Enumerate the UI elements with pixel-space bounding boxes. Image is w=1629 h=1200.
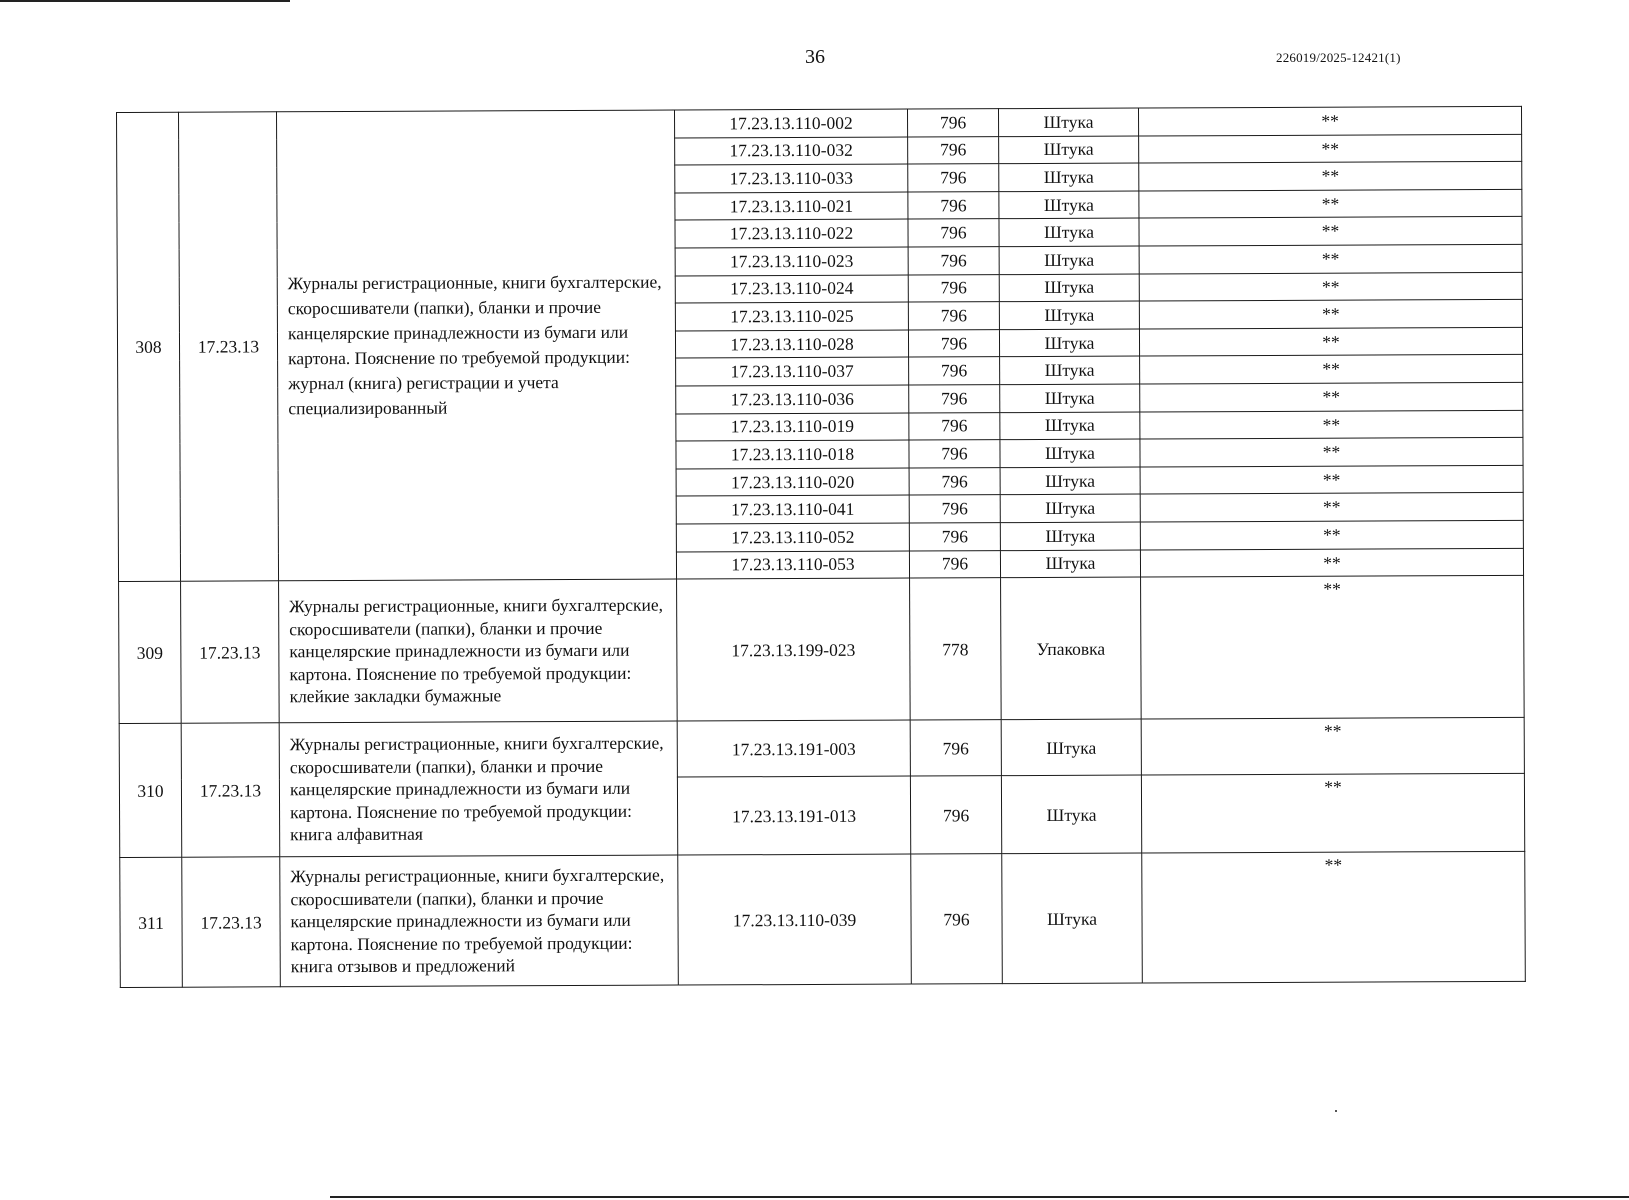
row-number: 309: [119, 581, 182, 723]
unit-name: Штука: [1000, 550, 1140, 578]
table-row: [120, 851, 1526, 987]
unit-name: Штука: [999, 191, 1139, 219]
ktru-code: 17.23.13.110-024: [675, 275, 908, 304]
ktru-code: 17.23.13.110-032: [675, 137, 908, 166]
price-cell: **: [1140, 520, 1523, 549]
okei-code: 796: [908, 164, 999, 192]
unit-name: Штука: [999, 246, 1139, 274]
price-cell: **: [1142, 851, 1526, 983]
okei-code: 796: [908, 219, 999, 247]
okei-code: 796: [908, 136, 999, 164]
unit-name: Штука: [1000, 412, 1140, 440]
price-cell: **: [1139, 300, 1522, 329]
document-id: 226019/2025-12421(1): [1276, 50, 1401, 65]
ktru-code: 17.23.13.110-022: [675, 219, 908, 248]
price-cell: **: [1139, 244, 1522, 273]
price-cell: **: [1140, 465, 1523, 494]
ktru-code: 17.23.13.110-025: [675, 302, 908, 331]
ktru-code: 17.23.13.110-039: [678, 854, 912, 985]
okei-code: 796: [909, 440, 1000, 468]
scan-speck: [1335, 1110, 1337, 1112]
ktru-code: 17.23.13.110-020: [676, 468, 909, 497]
okei-code: 796: [909, 467, 1000, 495]
price-cell: **: [1139, 327, 1522, 356]
price-cell: **: [1140, 548, 1523, 577]
unit-name: Штука: [999, 136, 1139, 164]
ktru-code: 17.23.13.110-053: [676, 551, 909, 580]
ktru-code: 17.23.13.191-013: [677, 776, 910, 855]
unit-name: Штука: [1000, 494, 1140, 522]
okei-code: 796: [909, 523, 1000, 551]
unit-name: Штука: [1000, 522, 1140, 550]
ktru-code: 17.23.13.110-021: [675, 192, 908, 221]
unit-name: Штука: [1000, 384, 1140, 412]
page-number: 36: [805, 46, 825, 68]
ktru-code: 17.23.13.110-023: [675, 247, 908, 276]
okei-code: 796: [909, 550, 1000, 578]
okpd-code: 17.23.13: [181, 723, 280, 857]
okei-code: 796: [908, 274, 999, 302]
price-cell: **: [1140, 493, 1523, 522]
price-cell: **: [1140, 355, 1523, 384]
okei-code: 796: [908, 329, 999, 357]
item-description: Журналы регистрационные, книги бухгалтерские, скоросшиватели (папки), бланки и прочие канцелярские принадлежности из бумаги или картона. Пояснение по требуемой продукции: книга отзывов и предложений: [280, 855, 679, 987]
unit-name: Штука: [999, 329, 1139, 357]
procurement-table-body: [117, 106, 1526, 987]
ktru-code: 17.23.13.110-052: [676, 523, 909, 552]
price-cell: **: [1140, 410, 1523, 439]
price-cell: **: [1139, 162, 1522, 191]
unit-name: Штука: [1001, 775, 1141, 854]
price-cell: **: [1141, 773, 1524, 853]
ktru-code: 17.23.13.191-003: [677, 720, 910, 777]
row-number: 310: [119, 723, 182, 857]
okei-code: 796: [907, 109, 998, 137]
okei-code: 796: [911, 854, 1003, 984]
okei-code: 796: [909, 495, 1000, 523]
unit-name: Штука: [1002, 853, 1143, 984]
row-number: 311: [120, 857, 183, 987]
okei-code: 796: [910, 720, 1001, 776]
unit-name: Штука: [999, 163, 1139, 191]
unit-name: Упаковка: [1001, 577, 1142, 720]
okei-code: 778: [910, 578, 1002, 720]
price-cell: **: [1140, 382, 1523, 411]
price-cell: **: [1140, 437, 1523, 466]
okei-code: 796: [909, 357, 1000, 385]
unit-name: Штука: [1001, 719, 1141, 776]
scan-edge-top: [0, 0, 290, 2]
price-cell: **: [1141, 575, 1525, 719]
unit-name: Штука: [998, 108, 1138, 136]
ktru-code: 17.23.13.110-019: [676, 413, 909, 442]
item-description: Журналы регистрационные, книги бухгалтерские, скоросшиватели (папки), бланки и прочие канцелярские принадлежности из бумаги или картона. Пояснение по требуемой продукции: клейкие закладки бумажные: [279, 579, 678, 723]
item-description: Журналы регистрационные, книги бухгалтерские, скоросшиватели (папки), бланки и прочие канцелярские принадлежности из бумаги или картона. Пояснение по требуемой продукции: книга алфавитная: [279, 721, 678, 857]
okpd-code: 17.23.13: [182, 857, 281, 987]
ktru-code: 17.23.13.110-018: [676, 440, 909, 469]
item-description: Журналы регистрационные, книги бухгалтерские, скоросшиватели (папки), бланки и прочие канцелярские принадлежности из бумаги или картона. Пояснение по требуемой продукции: журнал (книга) регистрации и учета специализированный: [277, 110, 677, 581]
procurement-table: [116, 106, 1526, 988]
ktru-code: 17.23.13.110-028: [675, 330, 908, 359]
ktru-code: 17.23.13.199-023: [677, 578, 911, 721]
price-cell: **: [1138, 106, 1521, 135]
ktru-code: 17.23.13.110-033: [675, 164, 908, 193]
unit-name: Штука: [999, 301, 1139, 329]
ktru-code: 17.23.13.110-002: [674, 109, 907, 138]
price-cell: **: [1139, 272, 1522, 301]
unit-name: Штука: [1000, 356, 1140, 384]
unit-name: Штука: [999, 274, 1139, 302]
price-cell: **: [1141, 717, 1524, 775]
unit-name: Штука: [1000, 439, 1140, 467]
okei-code: 796: [908, 247, 999, 275]
price-cell: **: [1139, 134, 1522, 163]
price-cell: **: [1139, 217, 1522, 246]
ktru-code: 17.23.13.110-041: [676, 495, 909, 524]
okpd-code: 17.23.13: [181, 581, 280, 723]
row-number: 308: [117, 112, 181, 581]
okei-code: 796: [909, 385, 1000, 413]
okpd-code: 17.23.13: [179, 112, 279, 582]
table-row: [119, 717, 1524, 779]
okei-code: 796: [909, 412, 1000, 440]
scan-edge-bottom: [330, 1196, 1629, 1198]
unit-name: Штука: [1000, 467, 1140, 495]
price-cell: **: [1139, 189, 1522, 218]
unit-name: Штука: [999, 218, 1139, 246]
okei-code: 796: [910, 776, 1001, 854]
ktru-code: 17.23.13.110-037: [676, 357, 909, 386]
ktru-code: 17.23.13.110-036: [676, 385, 909, 414]
okei-code: 796: [908, 302, 999, 330]
okei-code: 796: [908, 191, 999, 219]
table-row: [119, 575, 1525, 723]
